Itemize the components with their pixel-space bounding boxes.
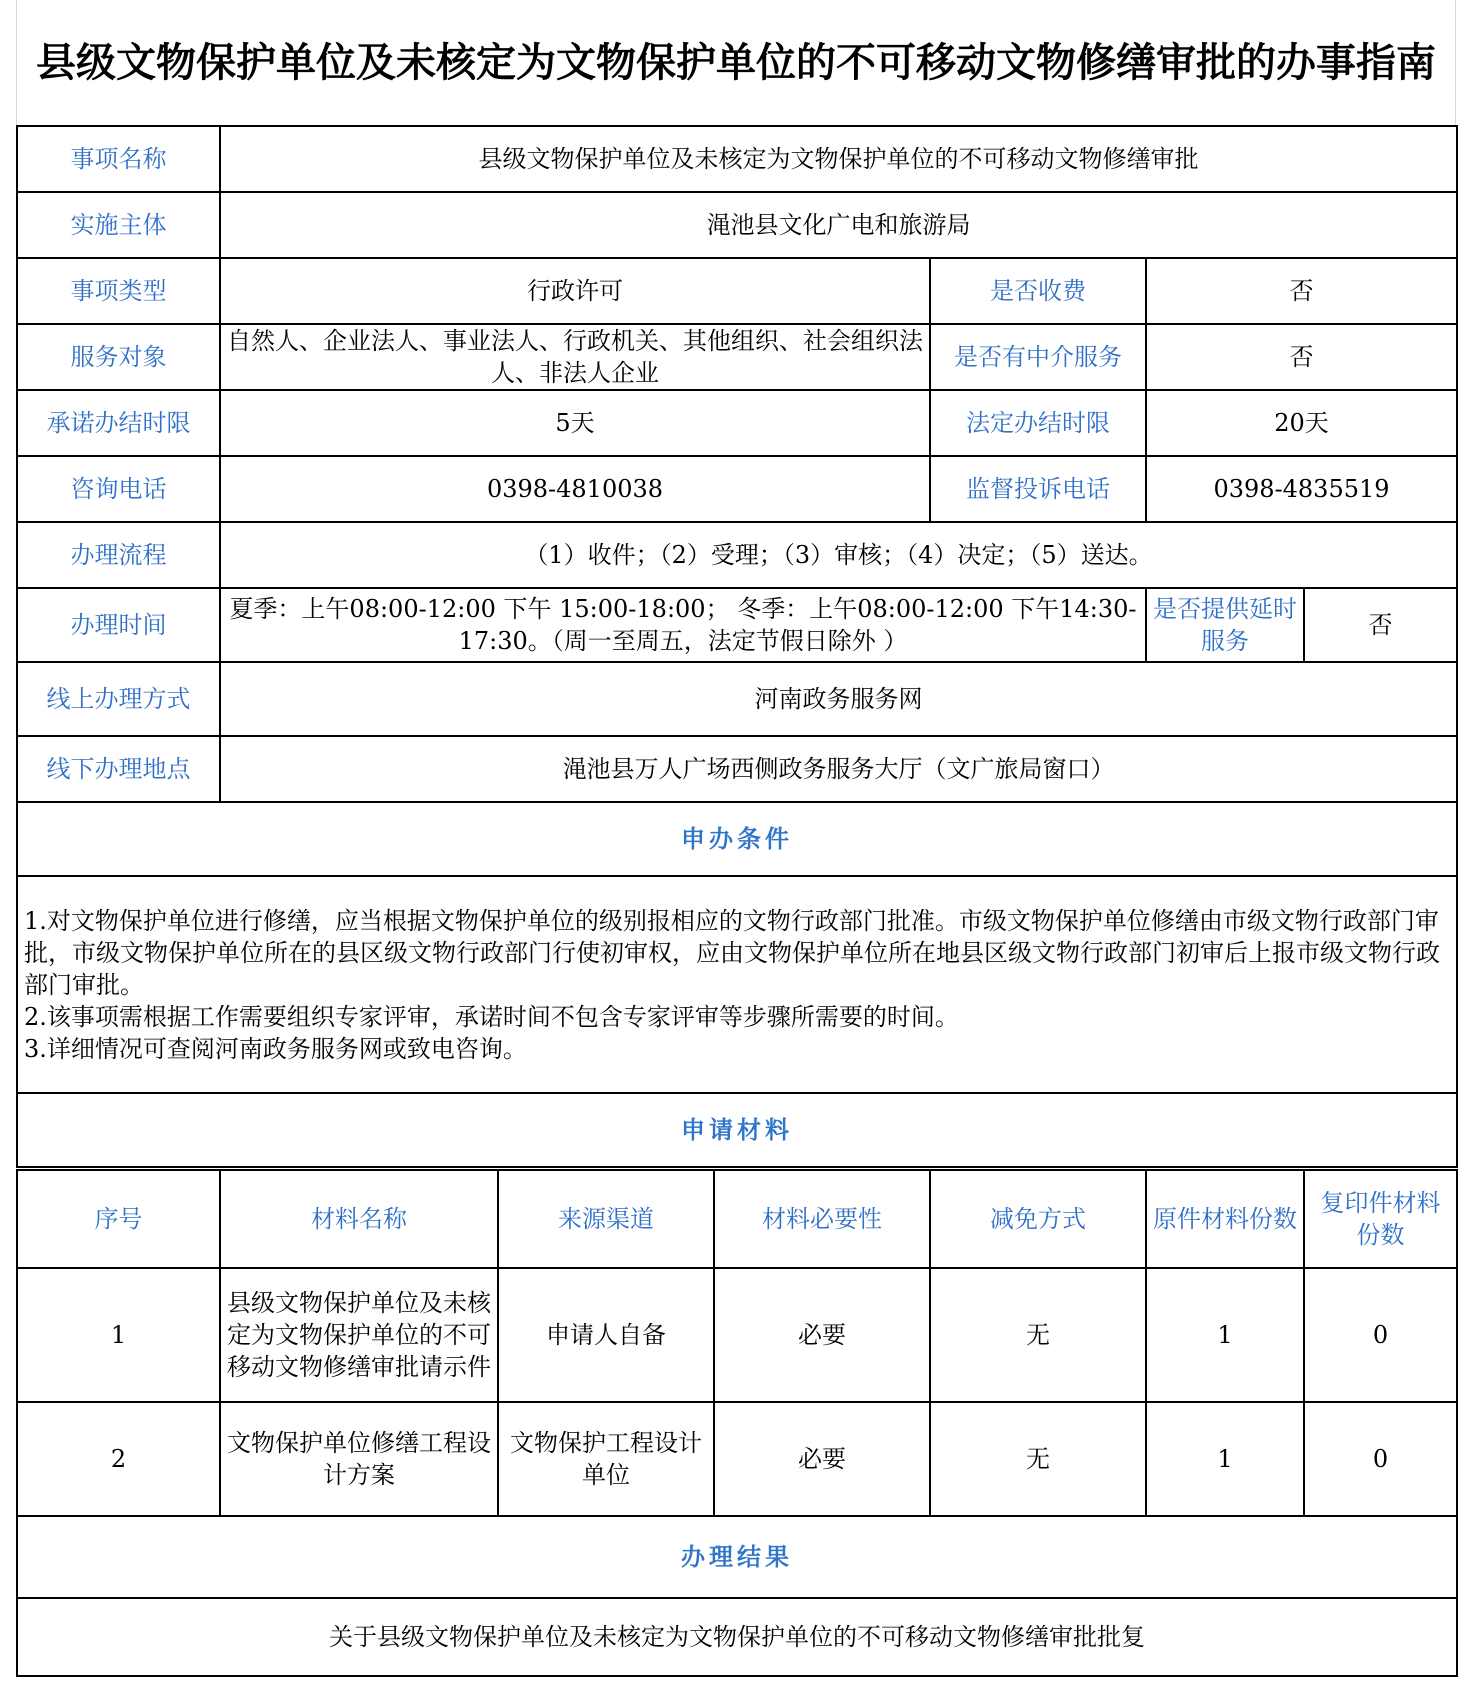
col-header: 序号: [17, 1170, 220, 1268]
col-header: 材料名称: [220, 1170, 498, 1268]
result-body-row: [17, 1598, 1457, 1676]
col-header: 材料必要性: [714, 1170, 930, 1268]
hours-label: 办理时间: [17, 588, 220, 662]
materials-heading: 申请材料: [17, 1093, 1457, 1167]
table-cell: 2: [17, 1402, 220, 1516]
col-header: 来源渠道: [498, 1170, 714, 1268]
table-cell: 无: [930, 1402, 1146, 1516]
row-process: [17, 522, 1457, 588]
process-value: （1）收件；（2）受理；（3）审核；（4）决定；（5）送达。: [220, 522, 1457, 588]
complaint-value: 0398-4835519: [1146, 456, 1457, 522]
promise-label: 承诺办结时限: [17, 390, 220, 456]
table-cell: 1: [1146, 1402, 1304, 1516]
row-time-limit: [17, 390, 1457, 456]
target-label: 服务对象: [17, 324, 220, 390]
subject-value: 渑池县文化广电和旅游局: [220, 192, 1457, 258]
info-table: [16, 125, 1458, 1168]
delay-value: 否: [1304, 588, 1457, 662]
type-label: 事项类型: [17, 258, 220, 324]
table-cell: 申请人自备: [498, 1268, 714, 1402]
table-cell: 0: [1304, 1402, 1457, 1516]
col-header: 复印件材料份数: [1304, 1170, 1457, 1268]
row-offline: [17, 736, 1457, 802]
table-cell: 必要: [714, 1402, 930, 1516]
target-value: 自然人、企业法人、事业法人、行政机关、其他组织、社会组织法人、非法人企业: [220, 324, 930, 390]
online-label: 线上办理方式: [17, 662, 220, 736]
condition-item: 1.对文物保护单位进行修缮，应当根据文物保护单位的级别报相应的文物行政部门批准。市级文物保护单位修缮由市级文物行政部门审批，市级文物保护单位所在的县区级文物行政部门行使初审权，应由文物保护单位所在地县区级文物行政部门初审后上报市级文物行政部门审批。: [24, 906, 1440, 999]
table-cell: 文物保护单位修缮工程设计方案: [220, 1402, 498, 1516]
fee-label: 是否收费: [930, 258, 1146, 324]
conditions-heading-row: [17, 802, 1457, 876]
item-name-label: 事项名称: [17, 126, 220, 192]
subject-label: 实施主体: [17, 192, 220, 258]
row-hours: [17, 588, 1457, 662]
table-cell: 1: [1146, 1268, 1304, 1402]
hours-value: 夏季：上午08:00-12:00 下午 15:00-18:00； 冬季：上午08:00-12:00 下午14:30-17:30。（周一至周五，法定节假日除外 ）: [220, 588, 1146, 662]
row-phone: [17, 456, 1457, 522]
row-type: [17, 258, 1457, 324]
materials-table: [16, 1169, 1458, 1517]
table-cell: 文物保护工程设计单位: [498, 1402, 714, 1516]
page-title: 县级文物保护单位及未核定为文物保护单位的不可移动文物修缮审批的办事指南: [16, 0, 1456, 125]
agency-value: 否: [1146, 324, 1457, 390]
fee-value: 否: [1146, 258, 1457, 324]
type-value: 行政许可: [220, 258, 930, 324]
table-cell: 1: [17, 1268, 220, 1402]
result-heading-row: [17, 1516, 1457, 1598]
condition-item: 2.该事项需根据工作需要组织专家评审，承诺时间不包含专家评审等步骤所需要的时间。: [24, 1002, 959, 1031]
row-target: [17, 324, 1457, 390]
phone-label: 咨询电话: [17, 456, 220, 522]
table-cell: 0: [1304, 1268, 1457, 1402]
complaint-label: 监督投诉电话: [930, 456, 1146, 522]
table-cell: 必要: [714, 1268, 930, 1402]
conditions-body-row: [17, 876, 1457, 1093]
legal-label: 法定办结时限: [930, 390, 1146, 456]
materials-header-row: [17, 1170, 1457, 1268]
table-cell: 无: [930, 1268, 1146, 1402]
offline-value: 渑池县万人广场西侧政务服务大厅（文广旅局窗口）: [220, 736, 1457, 802]
process-label: 办理流程: [17, 522, 220, 588]
delay-label: 是否提供延时服务: [1146, 588, 1304, 662]
table-row: [17, 1268, 1457, 1402]
agency-label: 是否有中介服务: [930, 324, 1146, 390]
row-item-name: [17, 126, 1457, 192]
conditions-heading: 申办条件: [17, 802, 1457, 876]
result-heading: 办理结果: [17, 1516, 1457, 1598]
legal-value: 20天: [1146, 390, 1457, 456]
col-header: 减免方式: [930, 1170, 1146, 1268]
table-cell: 县级文物保护单位及未核定为文物保护单位的不可移动文物修缮审批请示件: [220, 1268, 498, 1402]
col-header: 原件材料份数: [1146, 1170, 1304, 1268]
condition-item: 3.详细情况可查阅河南政务服务网或致电咨询。: [24, 1034, 527, 1063]
promise-value: 5天: [220, 390, 930, 456]
result-table: [16, 1515, 1458, 1677]
row-subject: [17, 192, 1457, 258]
result-text: 关于县级文物保护单位及未核定为文物保护单位的不可移动文物修缮审批批复: [17, 1598, 1457, 1676]
phone-value: 0398-4810038: [220, 456, 930, 522]
online-value: 河南政务服务网: [220, 662, 1457, 736]
materials-heading-row: [17, 1093, 1457, 1167]
row-online: [17, 662, 1457, 736]
table-row: [17, 1402, 1457, 1516]
conditions-body: [17, 876, 1457, 1093]
item-name-value: 县级文物保护单位及未核定为文物保护单位的不可移动文物修缮审批: [220, 126, 1457, 192]
offline-label: 线下办理地点: [17, 736, 220, 802]
